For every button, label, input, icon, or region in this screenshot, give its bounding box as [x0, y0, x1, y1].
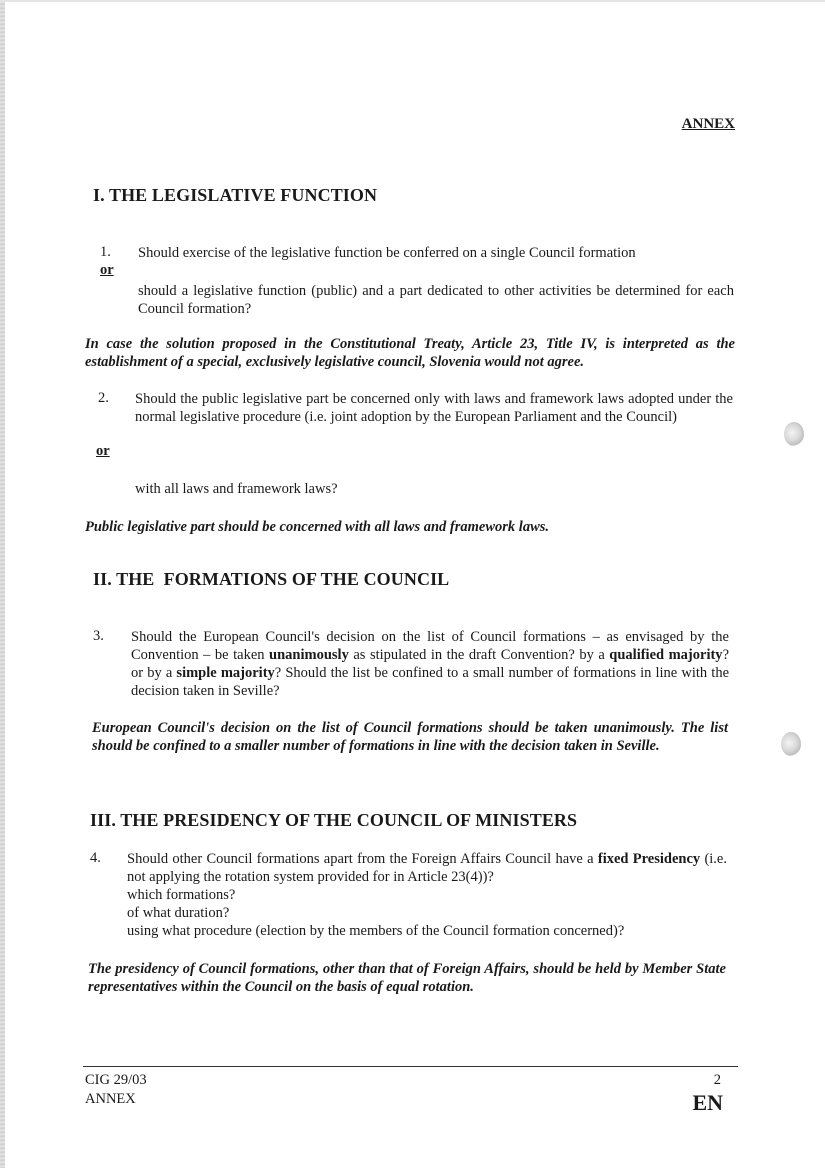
- answer-3: European Council's decision on the list of Council formations should be taken unanimously. The list should be confined to a smaller number of formations in line with the decision taken in Seville.: [92, 720, 728, 754]
- section-heading-presidency: III. THE PRESIDENCY OF THE COUNCIL OF MINISTERS: [90, 810, 578, 830]
- question-4-procedure: using what procedure (election by the members of the Council formation concerned)?: [127, 923, 625, 939]
- answer-4: The presidency of Council formations, other than that of Foreign Affairs, should be held by Member State representatives within the Council on the basis of equal rotation.: [88, 961, 726, 995]
- emphasis-unanimously: unanimously: [269, 647, 349, 663]
- question-number-3: 3.: [93, 628, 104, 644]
- or-label-2: or: [96, 443, 110, 459]
- annex-label: ANNEX: [681, 116, 735, 132]
- question-1-alternative: should a legislative function (public) and a part dedicated to other activities be determined for each Council formation?: [138, 283, 734, 317]
- question-3-text: Should the European Council's decision on the list of Council formations – as envisaged by the Convention – be taken unanimously as stipulated in the draft Convention? by a qualified majority? or by a simple majority? Should the list be confined to a small number of formations in line with the decision taken in Seville?: [131, 629, 730, 699]
- or-label-1: or: [100, 262, 114, 278]
- emphasis-fixed-presidency: fixed Presidency: [597, 851, 701, 867]
- question-number-4: 4.: [90, 850, 101, 866]
- language-code: EN: [692, 1090, 723, 1115]
- question-number-2: 2.: [98, 390, 109, 406]
- emphasis-simple-majority: simple majority: [176, 665, 275, 681]
- footer-doc-ref: CIG 29/03: [85, 1072, 147, 1088]
- question-2-text: Should the public legislative part be concerned only with laws and framework laws adopted under the normal legislative procedure (i.e. joint adoption by the European Parliament and the Council): [135, 391, 733, 425]
- question-1-text: Should exercise of the legislative function be conferred on a single Council formation: [138, 245, 636, 261]
- question-4-duration: of what duration?: [127, 905, 230, 921]
- question-4-text: Should other Council formations apart from the Foreign Affairs Council have a fixed Presidency (i.e. not applying the rotation system provided for in Article 23(4))?: [127, 851, 727, 885]
- section-heading-formations: II. THE FORMATIONS OF THE COUNCIL: [93, 569, 450, 589]
- question-number-1: 1.: [100, 244, 111, 260]
- question-2-alternative: with all laws and framework laws?: [135, 481, 338, 497]
- footer-divider: [83, 1066, 738, 1067]
- question-4-which-formations: which formations?: [127, 887, 236, 903]
- page-number: 2: [713, 1072, 721, 1088]
- footer-annex: ANNEX: [85, 1091, 136, 1107]
- answer-2: Public legislative part should be concerned with all laws and framework laws.: [85, 519, 550, 535]
- section-heading-legislative-function: I. THE LEGISLATIVE FUNCTION: [93, 185, 378, 205]
- emphasis-qualified-majority: qualified majority: [609, 647, 723, 663]
- answer-1: In case the solution proposed in the Constitutional Treaty, Article 23, Title IV, is interpreted as the establishment of a special, exclusively legislative council, Slovenia would not agree.: [85, 336, 735, 370]
